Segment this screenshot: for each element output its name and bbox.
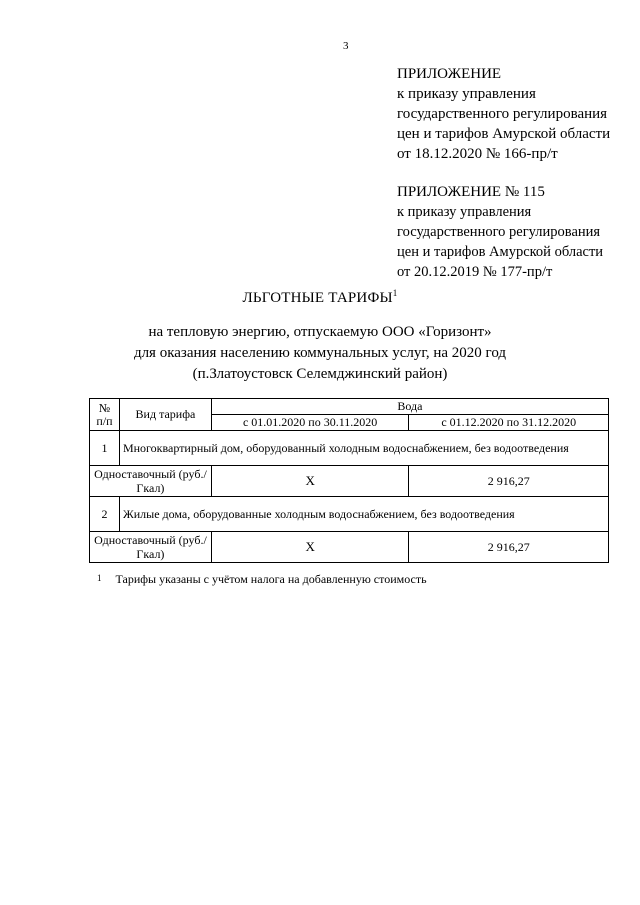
footnote-mark: 1 xyxy=(97,573,102,583)
period-1-value: Х xyxy=(211,466,409,497)
appendix-original-line: государственного регулирования xyxy=(397,224,601,240)
group-num: 2 xyxy=(90,497,120,532)
table-row xyxy=(90,532,609,563)
tariff-table xyxy=(89,398,609,563)
footnote-text: Тарифы указаны с учётом налога на добавленную стоимость xyxy=(115,572,427,586)
table-group-row xyxy=(90,431,609,466)
header-tariff-type: Вид тарифа xyxy=(119,399,211,431)
document-title-text: ЛЬГОТНЫЕ ТАРИФЫ xyxy=(242,290,393,306)
subtitle-line: на тепловую энергию, отпускаемую ООО «Горизонт» xyxy=(148,324,492,340)
title-footnote-mark: 1 xyxy=(392,288,398,298)
group-description: Многоквартирный дом, оборудованный холодным водоснабжением, без водоотведения xyxy=(119,431,608,466)
tariff-type-cell: Одноставочный (руб./Гкал) xyxy=(90,466,212,497)
period-2-value: 2 916,27 xyxy=(409,532,609,563)
document-title xyxy=(0,290,640,307)
appendix-current xyxy=(397,64,610,164)
subtitle-line: (п.Златоустовск Селемджинский район) xyxy=(192,366,448,382)
header-period-1: с 01.01.2020 по 30.11.2020 xyxy=(211,415,409,431)
header-num: № п/п xyxy=(90,399,120,431)
appendix-current-line: от 18.12.2020 № 166-пр/т xyxy=(397,146,558,162)
appendix-original-line: от 20.12.2019 № 177-пр/т xyxy=(397,264,553,280)
period-2-value: 2 916,27 xyxy=(409,466,609,497)
page-number: 3 xyxy=(343,40,349,52)
appendix-current-line: государственного регулирования xyxy=(397,106,608,122)
appendix-current-line: к приказу управления xyxy=(397,86,536,102)
subtitle-line: для оказания населению коммунальных услуг, на 2020 год xyxy=(133,345,507,361)
table-header-row xyxy=(90,399,609,415)
footnote xyxy=(97,572,427,587)
appendix-current-line: цен и тарифов Амурской области xyxy=(397,126,611,142)
group-num: 1 xyxy=(90,431,120,466)
document-subtitle xyxy=(0,322,640,385)
appendix-original xyxy=(397,182,603,282)
table-row xyxy=(90,466,609,497)
table-group-row xyxy=(90,497,609,532)
appendix-current-title: ПРИЛОЖЕНИЕ xyxy=(397,66,502,82)
period-1-value: Х xyxy=(211,532,409,563)
tariff-type-cell: Одноставочный (руб./Гкал) xyxy=(90,532,212,563)
appendix-original-line: к приказу управления xyxy=(397,204,532,220)
appendix-original-title: ПРИЛОЖЕНИЕ № 115 xyxy=(397,184,545,200)
header-period-2: с 01.12.2020 по 31.12.2020 xyxy=(409,415,609,431)
group-description: Жилые дома, оборудованные холодным водоснабжением, без водоотведения xyxy=(119,497,608,532)
appendix-original-line: цен и тарифов Амурской области xyxy=(397,244,604,260)
header-resource: Вода xyxy=(211,399,608,415)
